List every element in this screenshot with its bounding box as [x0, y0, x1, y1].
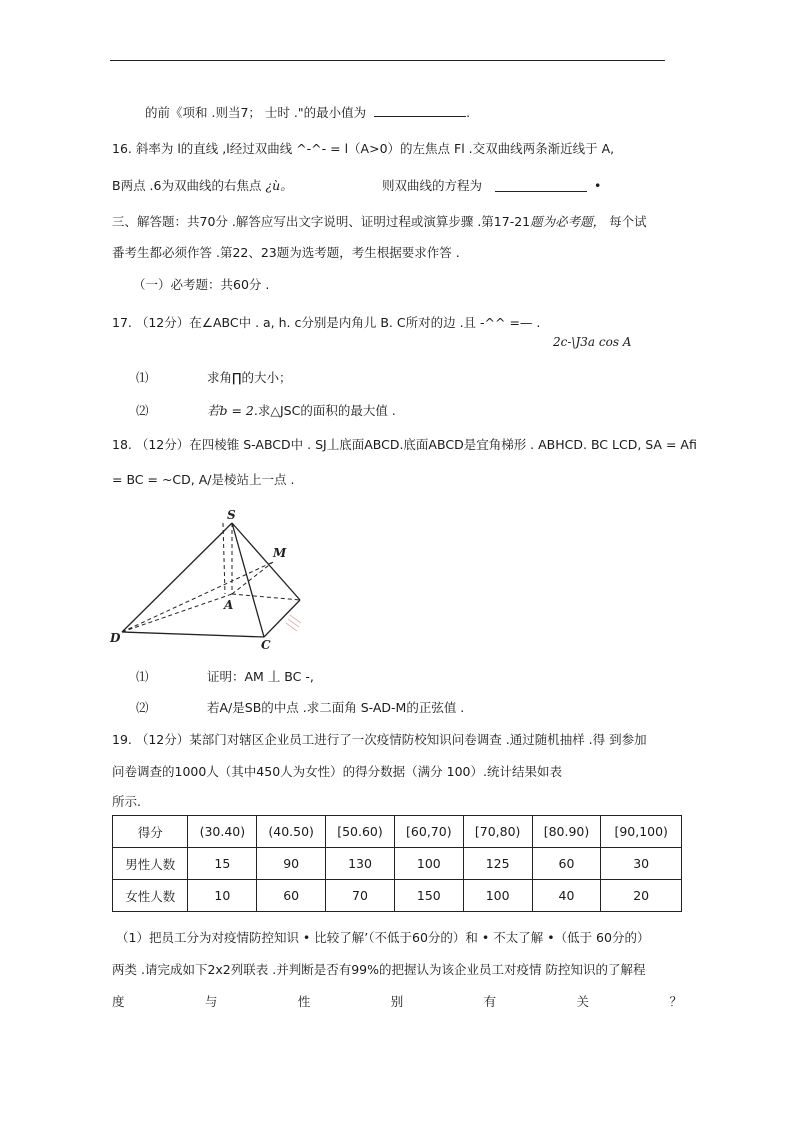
- section3-line1-a: 三、解答题：共70分 .解答应写出文字说明、证明过程或演算步骤 .第17-21: [112, 214, 531, 229]
- q18-part1-text: 证明：AM 丄 BC -,: [207, 669, 314, 684]
- label-s: S: [227, 508, 236, 522]
- table-cell: 60: [257, 880, 326, 912]
- q19-line3: 所示.: [112, 794, 141, 809]
- table-header-cell: [80.90): [532, 816, 601, 848]
- header-rule: [110, 60, 665, 61]
- table-cell: 20: [601, 880, 682, 912]
- table-header-cell: [60,70): [394, 816, 463, 848]
- q19-line2: 问卷调查的1000人（其中450人为女性）的得分数据（满分 100）.统计结果如表: [112, 764, 562, 779]
- q17-part2-text: .求△JSC的面积的最大值 .: [253, 403, 396, 418]
- edge-ab: [232, 594, 300, 600]
- table-cell: 90: [257, 848, 326, 880]
- section3-line1-italic: 题为必考题，: [530, 214, 606, 229]
- q15-text: 的前《项和 .则当7； 士时 ."的最小值为: [145, 105, 367, 120]
- table-cell: 10: [188, 880, 257, 912]
- q17-part2-number: ⑵: [136, 403, 149, 418]
- score-table: [112, 815, 682, 912]
- q17-line1: 17. （12分）在∠ABC中 . a, h. c分别是内角儿 B. C所对的边 .且 -^^ =— .: [112, 315, 541, 330]
- section3-line1-b: 每个试: [605, 214, 647, 229]
- q15-tail: [145, 104, 470, 122]
- q19-line1: 19. （12分）某部门对辖区企业员工进行了一次疫情防校知识问卷调查 .通过随机抽样 .得 到参加: [112, 732, 647, 747]
- table-cell: 100: [394, 848, 463, 880]
- table-row: [113, 880, 682, 912]
- label-d: D: [110, 631, 121, 645]
- table-cell: 女性人数: [113, 880, 188, 912]
- table-header-cell: (40.50): [257, 816, 326, 848]
- edge-sd: [122, 523, 232, 632]
- table-cell: 70: [326, 880, 395, 912]
- edge-dm: [122, 562, 273, 632]
- edge-inner: [223, 523, 225, 594]
- q19-part1-line1: （1）把员工分为对疫情防控知识 • 比较了解’（不低于60分的）和 • 不太了解 •（低于 60分的）: [116, 930, 650, 945]
- q17-part1-text: 求角∏的大小；: [207, 370, 292, 385]
- q16-line1: 16. 斜率为 l的直线 ,l经过双曲线 ^-^- = l（A>0）的左焦点 Fl .交双曲线两条渐近线于 A,: [112, 141, 615, 156]
- table-header-cell: [90,100): [601, 816, 682, 848]
- justified-char: 有: [483, 994, 497, 1009]
- table-cell: 男性人数: [113, 848, 188, 880]
- pyramid-figure: [105, 505, 305, 650]
- q16-line2-end: •: [594, 178, 602, 193]
- table-header-cell: (30.40): [188, 816, 257, 848]
- justified-char: 与: [204, 994, 218, 1009]
- scan-smudge: [286, 615, 301, 631]
- q16-answer-blank: [495, 179, 587, 192]
- table-row: [113, 848, 682, 880]
- table-cell: 125: [463, 848, 532, 880]
- table-cell: 60: [532, 848, 601, 880]
- q15-answer-blank: [374, 104, 466, 117]
- q16-line2-b: 则双曲线的方程为: [382, 178, 483, 193]
- table-cell: 40: [532, 880, 601, 912]
- q16-line2: [112, 177, 602, 195]
- table-cell: 15: [188, 848, 257, 880]
- q17-part2: [207, 402, 396, 420]
- table-cell: 130: [326, 848, 395, 880]
- label-c: C: [261, 638, 271, 650]
- q17-part1-number: ⑴: [136, 370, 149, 385]
- q18-part2-number: ⑵: [136, 700, 149, 715]
- q18-part1-number: ⑴: [136, 669, 149, 684]
- edge-da: [122, 594, 232, 632]
- label-a: A: [224, 598, 234, 612]
- justified-char: 关: [576, 994, 590, 1009]
- table-header-cell: [70,80): [463, 816, 532, 848]
- justified-char: 性: [297, 994, 311, 1009]
- justified-char: 度: [112, 994, 125, 1009]
- q18-line2: = BC = ~CD, A/是棱站上一点 .: [112, 472, 295, 487]
- q17-formula: 2c-\J3a cos A: [553, 335, 632, 349]
- q19-part1-line2: 两类 .请完成如下2x2列联表 .并判断是否有99%的把握认为该企业员工对疫情 防控知识的了解程: [112, 962, 646, 977]
- justified-char: ？: [669, 994, 682, 1009]
- table-cell: 150: [394, 880, 463, 912]
- table-header-row: [113, 816, 682, 848]
- q16-line2-a: B两点 .6为双曲线的右焦点: [112, 178, 266, 193]
- section3-subheading: （一）必考题：共60分 .: [133, 277, 270, 292]
- label-m: M: [273, 546, 287, 560]
- q18-line1: 18. （12分）在四棱锥 S-ABCD中 . SJ丄底面ABCD.底面ABCD是宜角梯形 . ABHCD. BC LCD, SA = Afi: [112, 437, 697, 452]
- table-header-cell: [50.60): [326, 816, 395, 848]
- q15-end: .: [466, 105, 471, 120]
- table-cell: 30: [601, 848, 682, 880]
- q19-part1-line3: [112, 993, 682, 1011]
- section3-line1: [112, 213, 647, 231]
- q17-part2-italic: 若b = 2: [207, 403, 254, 418]
- table-header-cell: 得分: [113, 816, 188, 848]
- table-cell: 100: [463, 880, 532, 912]
- q18-part2-text: 若A/是SB的中点 .求二面角 S-AD-M的正弦值 .: [207, 700, 465, 715]
- section3-line2: 番考生都必须作答 .第22、23题为选考题，考生根据要求作答 .: [112, 245, 460, 260]
- edge-sc: [232, 523, 264, 637]
- q16-line2-italic: ¿ù。: [265, 178, 293, 193]
- edge-dc: [122, 632, 264, 637]
- justified-char: 别: [390, 994, 404, 1009]
